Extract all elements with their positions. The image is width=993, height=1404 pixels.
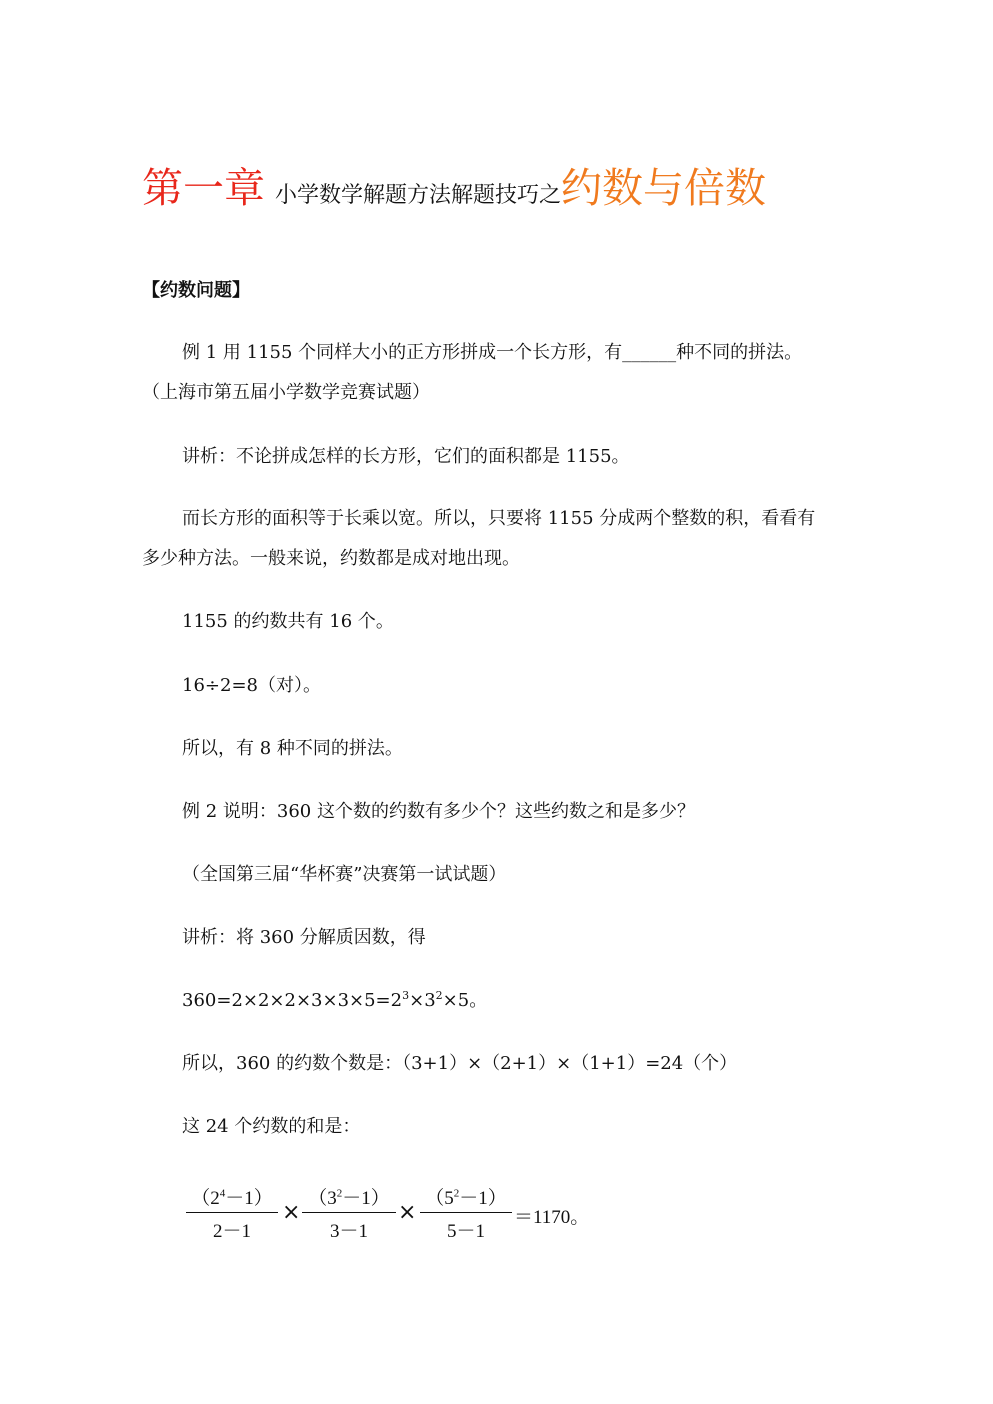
section-heading: 【约数问题】 — [142, 280, 250, 301]
prime-factorization: $360=2\times 2\times 2\times 3\times 3\times 5=2^3\times 3^2\times 5$。 — [182, 989, 488, 1011]
example-2-source: （全国第三届“华杯赛”决赛第一试试题） — [182, 864, 507, 885]
title-topic: 约数与倍数 — [561, 164, 767, 212]
paragraph-line: 这 24 个约数的和是： — [182, 1116, 361, 1137]
title-subtitle: 小学数学解题方法解题技巧之 — [275, 183, 562, 208]
paragraph-line: 所以，有 8 种不同的拼法。 — [182, 738, 403, 759]
paragraph-line: 16÷2=8（对）。 — [182, 675, 321, 696]
divisor-sum-formula: $(2^4-1)$ 2－1 × $(3^2-1)$ 3－1 × $(5^2-1)$ 5－1 ＝1170。 — [182, 1183, 602, 1243]
example-1-analysis: 讲析：不论拼成怎样的长方形，它们的面积都是 1155。 — [182, 446, 630, 467]
paragraph-line: 1155 的约数共有 16 个。 — [182, 611, 394, 632]
example-1-source: （上海市第五届小学数学竞赛试题） — [142, 382, 430, 403]
paragraph-line: 而长方形的面积等于长乘以宽。所以，只要将 1155 分成两个整数的积，看看有 — [182, 508, 816, 529]
times-sign: × — [398, 1200, 417, 1225]
paragraph-line: 多少种方法。一般来说，约数都是成对地出现。 — [142, 548, 520, 569]
example-1-question: 例 1 用 1155 个同样大小的正方形拼成一个长方形，有______种不同的拼法。 — [182, 342, 803, 363]
example-2-question: 例 2 说明：360 这个数的约数有多少个？这些约数之和是多少？ — [182, 801, 695, 822]
times-sign: × — [282, 1200, 301, 1225]
paragraph-line: 所以，360 的约数个数是：（3+1）×（2+1）×（1+1）=24（个） — [182, 1053, 738, 1074]
fraction-bar — [420, 1212, 512, 1213]
fraction-bar — [186, 1212, 278, 1213]
fraction-bar — [302, 1212, 396, 1213]
formula-result: ＝1170。 — [514, 1207, 590, 1228]
chapter-title — [142, 164, 767, 212]
example-2-analysis: 讲析：将 360 分解质因数，得 — [182, 927, 426, 948]
chapter-number: 第一章 — [142, 164, 265, 212]
